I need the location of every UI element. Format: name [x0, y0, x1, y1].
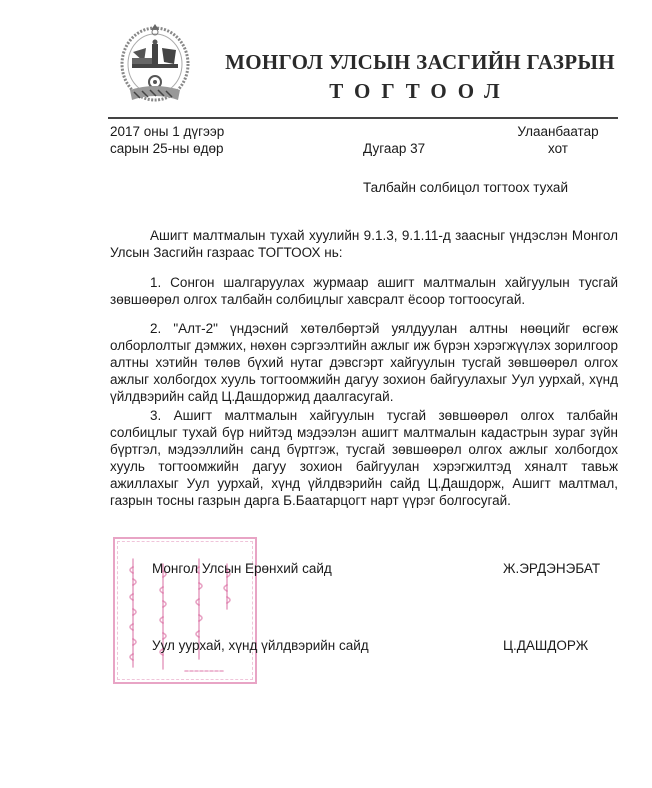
- paragraph-text: 2. "Алт-2" үндэсний хөтөлбөртэй уялдуулан алтны нөөцийг өсгөж олборлолтыг дэмжих, нөхөн сэргээлтийн ажлыг иж бүрэн хэрэгжүүлэх зорилгоор алтны хэтийн төлөв бүхий нутаг дэвсгэрт хайгуулын тусгай зөвшөөрөл олгох ажлыг холбогдох хууль тогтоомжийн дагуу зохион байгуулахыг Уул уурхай, хүнд үйлдвэрийн сайд Ц.Дашдоржид даалгасугай.: [110, 321, 618, 404]
- preamble-paragraph: [110, 227, 618, 261]
- issue-date: [110, 123, 224, 157]
- government-name-heading: МОНГОЛ УЛСЫН ЗАСГИЙН ГАЗРЫН: [225, 50, 615, 74]
- date-line-2: сарын 25-ны өдөр: [110, 141, 224, 156]
- signatory-2-name: Ц.ДАШДОРЖ: [503, 638, 589, 653]
- signatory-2-title: Уул уурхай, хүнд үйлдвэрийн сайд: [152, 638, 369, 653]
- place-line-2: хот: [548, 141, 568, 156]
- clause-3-paragraph: [110, 407, 618, 509]
- date-line-1: 2017 оны 1 дүгээр: [110, 124, 225, 139]
- issue-place: [500, 123, 616, 157]
- document-title: Талбайн солбицол тогтоох тухай: [363, 180, 568, 195]
- signatory-1-name: Ж.ЭРДЭНЭБАТ: [503, 561, 601, 576]
- resolution-heading: ТОГТООЛ: [329, 79, 511, 103]
- state-emblem-icon: [118, 22, 192, 108]
- paragraph-text: 3. Ашигт малтмалын хайгуулын тусгай зөвшөөрөл олгох талбайн солбицлыг тухай бүр нийтэд мэдээлэн ашигт малтмалын кадастрын зураг зүйн бүртгэл, мэдээллийн санд бүртгэж, тусгай зөвшөөрөл олгох ажлыг холбогдох хууль тогтоомжийн дагуу зохион байгуулан хэрэгжилтэд хяналт тавьж ажиллахыг Уул уурхай, хүнд үйлдвэрийн сайд Ц.Дашдорж, Ашигт малтмал, газрын тосны газрын дарга Б.Баатарцогт нарт үүрэг болгосугай.: [110, 408, 618, 508]
- paragraph-text: Ашигт малтмалын тухай хуулийн 9.1.3, 9.1.11-д заасныг үндэслэн Монгол Улсын Засгийн газраас ТОГТООХ нь:: [110, 228, 618, 260]
- resolution-number: Дугаар 37: [363, 141, 426, 156]
- signatory-1-title: Монгол Улсын Ерөнхий сайд: [152, 561, 332, 576]
- place-line-1: Улаанбаатар: [517, 124, 599, 139]
- header-divider: [108, 117, 618, 119]
- clause-1-paragraph: [110, 274, 618, 308]
- official-seal-stamp-icon: [113, 537, 257, 684]
- clause-2-paragraph: [110, 320, 618, 405]
- paragraph-text: 1. Сонгон шалгаруулах журмаар ашигт малтмалын хайгуулын тусгай зөвшөөрөл олгох талбайн солбицлыг хавсралт ёсоор тогтоосугай.: [110, 275, 618, 307]
